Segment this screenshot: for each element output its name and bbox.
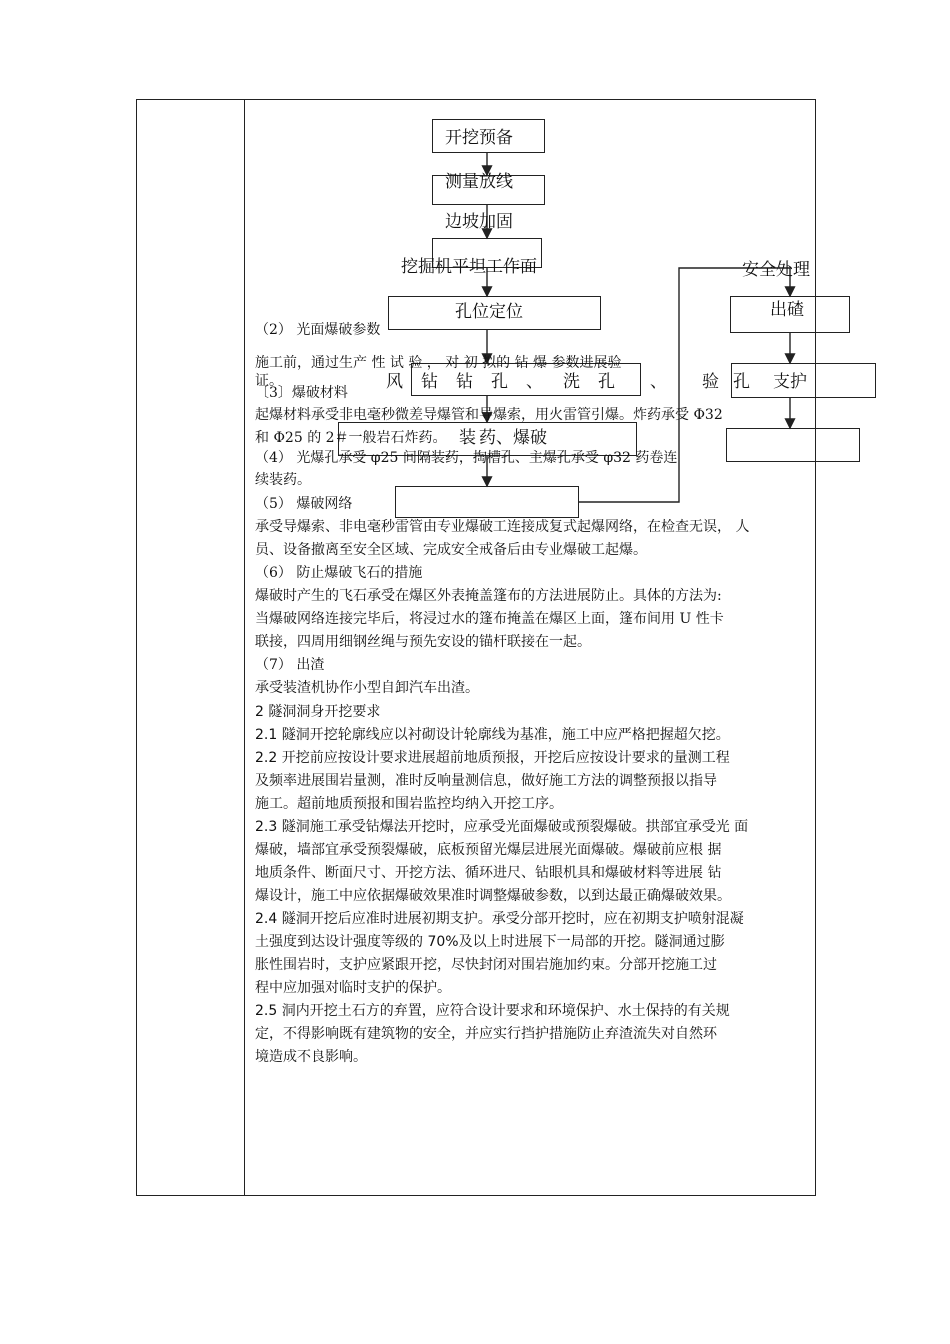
text-line: 爆破时产生的飞石承受在爆区外表掩盖篷布的方法进展防止。具体的方法为: xyxy=(255,588,722,604)
text-line: 2.3 隧洞施工承受钻爆法开挖时，应承受光面爆破或预裂爆破。拱部宜承受光 面 xyxy=(255,819,749,835)
text-line: 员、设备撤离至安全区域、完成安全戒备后由专业爆破工起爆。 xyxy=(255,542,647,558)
text-line: 地质条件、断面尺寸、开挖方法、循环进尺、钻眼机具和爆破材料等进展 钻 xyxy=(255,865,722,881)
text-line: 2.5 洞内开挖土石方的弃置，应符合设计要求和环境保护、水土保持的有关规 xyxy=(255,1003,730,1019)
text-line: （2） 光面爆破参数 xyxy=(255,322,381,338)
text-line: 胀性围岩时，支护应紧跟开挖，尽快封闭对围岩施加约束。分部开挖施工过 xyxy=(255,957,717,973)
text-line: 当爆破网络连接完毕后，将浸过水的篷布掩盖在爆区上面，篷布间用 U 性卡 xyxy=(255,611,724,627)
flow-label-support: 支护 xyxy=(773,372,807,392)
table-column-divider xyxy=(244,99,245,1196)
flow-label-safety: 安全处理 xyxy=(742,260,810,280)
text-line: 2.1 隧洞开挖轮廓线应以衬砌设计轮廓线为基准，施工中应严格把握超欠挖。 xyxy=(255,727,730,743)
flow-label-mucking: 出碴 xyxy=(770,300,804,320)
text-line: （7） 出渣 xyxy=(255,657,325,673)
text-line: 定，不得影响既有建筑物的安全，并应实行挡护措施防止弃渣流失对自然环 xyxy=(255,1026,717,1042)
flow-label-xi: 洗 xyxy=(563,372,580,392)
flow-label-survey: 测量放线 xyxy=(445,172,513,192)
text-line: 2.4 隧洞开挖后应准时进展初期支护。承受分部开挖时，应在初期支护喷射混凝 xyxy=(255,911,744,927)
text-line: 续装药。 xyxy=(255,472,311,488)
flow-label-zuan1: 钻 xyxy=(421,372,438,392)
text-line: 及频率进展围岩量测，准时反响量测信息，做好施工方法的调整预报以指导 xyxy=(255,773,717,789)
text-line: 承受导爆索、非电毫秒雷管由专业爆破工连接成复式起爆网络，在检查无误， 人 xyxy=(255,519,750,535)
text-line: （6） 防止爆破飞石的措施 xyxy=(255,565,423,581)
flow-label-yao: 药、爆破 xyxy=(479,428,547,448)
text-line: 土强度到达设计强度等级的 70%及以上时进展下一局部的开挖。隧洞通过膨 xyxy=(255,934,725,950)
text-line: 证。 xyxy=(255,373,283,389)
flow-label-dun2: 、 xyxy=(650,372,667,392)
text-line: 爆设计，施工中应依据爆破效果准时调整爆破参数，以到达最正确爆破效果。 xyxy=(255,888,731,904)
text-line: 施工前，通过生产 性 试 验 ， 对 初 拟的 钻 爆 参数进展验 xyxy=(255,355,622,371)
text-line: 和 Φ25 的 2＃一般岩石炸药。 xyxy=(255,430,447,446)
flow-label-dun1: 、 xyxy=(526,372,543,392)
flow-label-hole-position: 孔位定位 xyxy=(455,302,523,322)
flow-label-slope: 边坡加固 xyxy=(445,212,513,232)
text-line: 施工。超前地质预报和围岩监控均纳入开挖工序。 xyxy=(255,796,563,812)
flow-label-yan: 验 xyxy=(702,372,719,392)
text-line: （4） 光爆孔承受 φ25 间隔装药，掏槽孔、主爆孔承受 φ32 药卷连 xyxy=(255,450,678,466)
text-line: 爆破，墙部宜承受预裂爆破，底板预留光爆层进展光面爆破。爆破前应根 据 xyxy=(255,842,722,858)
text-line: 联接，四周用细钢丝绳与预先安设的锚杆联接在一起。 xyxy=(255,634,591,650)
section-heading: 2 隧洞洞身开挖要求 xyxy=(255,704,381,720)
flow-label-excavator: 挖掘机平坦工作面 xyxy=(401,257,537,277)
text-line: 2.2 开挖前应按设计要求进展超前地质预报，开挖后应按设计要求的量测工程 xyxy=(255,750,730,766)
flow-label-feng: 风 xyxy=(386,372,403,392)
flow-label-excavation-prep: 开挖预备 xyxy=(445,128,513,148)
flow-label-kong2: 孔 xyxy=(598,372,615,392)
text-line: 〔3〕爆破材料 xyxy=(255,385,348,401)
flow-label-zhuang: 装 xyxy=(459,428,476,448)
flow-label-kong1: 孔 xyxy=(491,372,508,392)
text-line: （5） 爆破网络 xyxy=(255,496,353,512)
text-line: 承受装渣机协作小型自卸汽车出渣。 xyxy=(255,680,479,696)
flow-label-zuan2: 钻 xyxy=(456,372,473,392)
text-line: 境造成不良影响。 xyxy=(255,1049,367,1065)
flow-label-kong3: 孔 xyxy=(733,372,750,392)
text-line: 起爆材料承受非电毫秒微差导爆管和导爆索，用火雷管引爆。炸药承受 Φ32 xyxy=(255,407,723,423)
text-line: 程中应加强对临时支护的保护。 xyxy=(255,980,451,996)
